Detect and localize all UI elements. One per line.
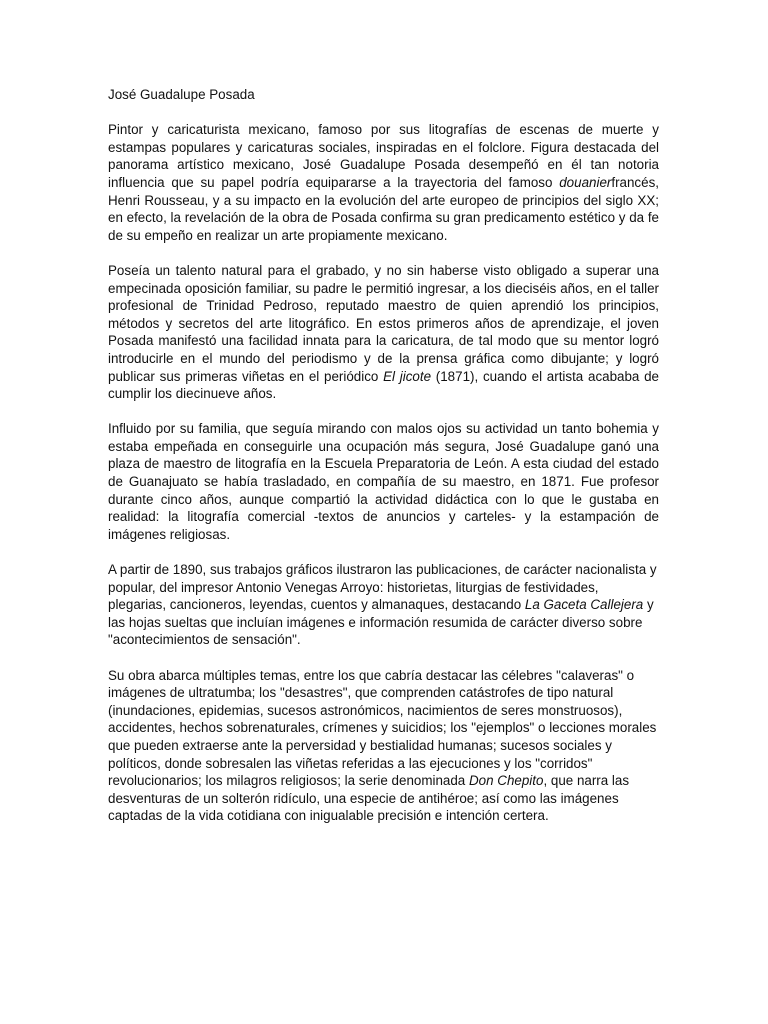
paragraph-5-italic-don-chepito: Don Chepito (468, 773, 544, 789)
paragraph-2-text-2: (1871), cuando el artista acababa de cumplir los diecinueve años. (108, 368, 660, 402)
paragraph-1-italic-douanier: douanier (559, 174, 612, 190)
paragraph-3-text-1: Influido por su familia, que seguía mirando con malos ojos su actividad un tanto bohemia y estaba empeñada en conseguirle una ocupación más segura, José Guadalupe ganó una plaza de maestro de litografía en la Escuela Preparatoria de León. A esta ciudad del estado de Guanajuato se había trasladado, en compañía de su maestro, en 1871. Fue profesor durante cinco años, aunque compartió la actividad didáctica con lo que le gustaba en realidad: la litografía comercial -textos de anuncios y carteles- y la estampación de imágenes religiosas. (108, 421, 659, 542)
paragraph-5 (108, 667, 659, 825)
paragraph-4-italic-la-gaceta-callejera: La Gaceta Callejera (524, 597, 644, 613)
paragraph-4 (108, 561, 659, 649)
document-page (108, 86, 659, 843)
paragraph-3 (108, 420, 659, 543)
paragraph-4-text-1: A partir de 1890, sus trabajos gráficos ilustraron las publicaciones, de carácter nacionalista y popular, del impresor Antonio Venegas Arroyo: historietas, liturgias de festividades, plegarias, cancioneros, leyendas, cuentos y almanaques, destacando (108, 562, 657, 613)
paragraph-2-italic-el-jicote: El jicote (383, 368, 432, 384)
paragraph-4-text-2: y las hojas sueltas que incluían imágenes e información resumida de carácter diverso sobre "acontecimientos de sensación". (108, 597, 654, 648)
paragraph-2 (108, 262, 659, 403)
paragraph-5-text-1: Su obra abarca múltiples temas, entre los que cabría destacar las célebres "calaveras" o imágenes de ultratumba; los "desastres", que comprenden catástrofes de tipo natural (inundaciones, epidemias, sucesos astronómicos, nacimientos de seres monstruosos), accidentes, hechos sobrenaturales, crímenes y suicidios; los "ejemplos" o lecciones morales que pueden extraerse ante la perversidad y bestialidad humanas; sucesos sociales y políticos, donde sobresalen las viñetas referidas a las ejecuciones y los "corridos" revolucionarios; los milagros religiosos; la serie denominada (108, 667, 657, 789)
paragraph-1 (108, 121, 659, 244)
paragraph-1-text-1: Pintor y caricaturista mexicano, famoso por sus litografías de escenas de muerte y estampas populares y caricaturas sociales, inspiradas en el folclore. Figura destacada del panorama artístico mexicano, José Guadalupe Posada desempeñó en él tan notoria influencia que su papel podría equipararse a la trayectoria del famoso (108, 122, 659, 190)
document-title: José Guadalupe Posada (108, 87, 255, 102)
paragraph-2-text-1: Poseía un talento natural para el grabado, y no sin haberse visto obligado a superar una empecinada oposición familiar, su padre le permitió ingresar, a los dieciséis años, en el taller profesional de Trinidad Pedroso, reputado maestro de quien aprendió los principios, métodos y secretos del arte litográfico. En estos primeros años de aprendizaje, el joven Posada manifestó una facilidad innata para la caricatura, de tal modo que su mentor logró introducirle en el mundo del periodismo y de la prensa gráfica como dibujante; y logró publicar sus primeras viñetas en el periódico (108, 262, 659, 384)
paragraph-5-text-2: , que narra las desventuras de un solterón ridículo, una especie de antihéroe; así como las imágenes captadas de la vida cotidiana con inigualable precisión e intención certera. (108, 773, 630, 824)
paragraph-1-text-2: francés, Henri Rousseau, y a su impacto en la evolución del arte europeo de principios del siglo XX; en efecto, la revelación de la obra de Posada confirma su gran predicamento estético y da fe de su empeño en realizar un arte propiamente mexicano. (108, 174, 659, 243)
